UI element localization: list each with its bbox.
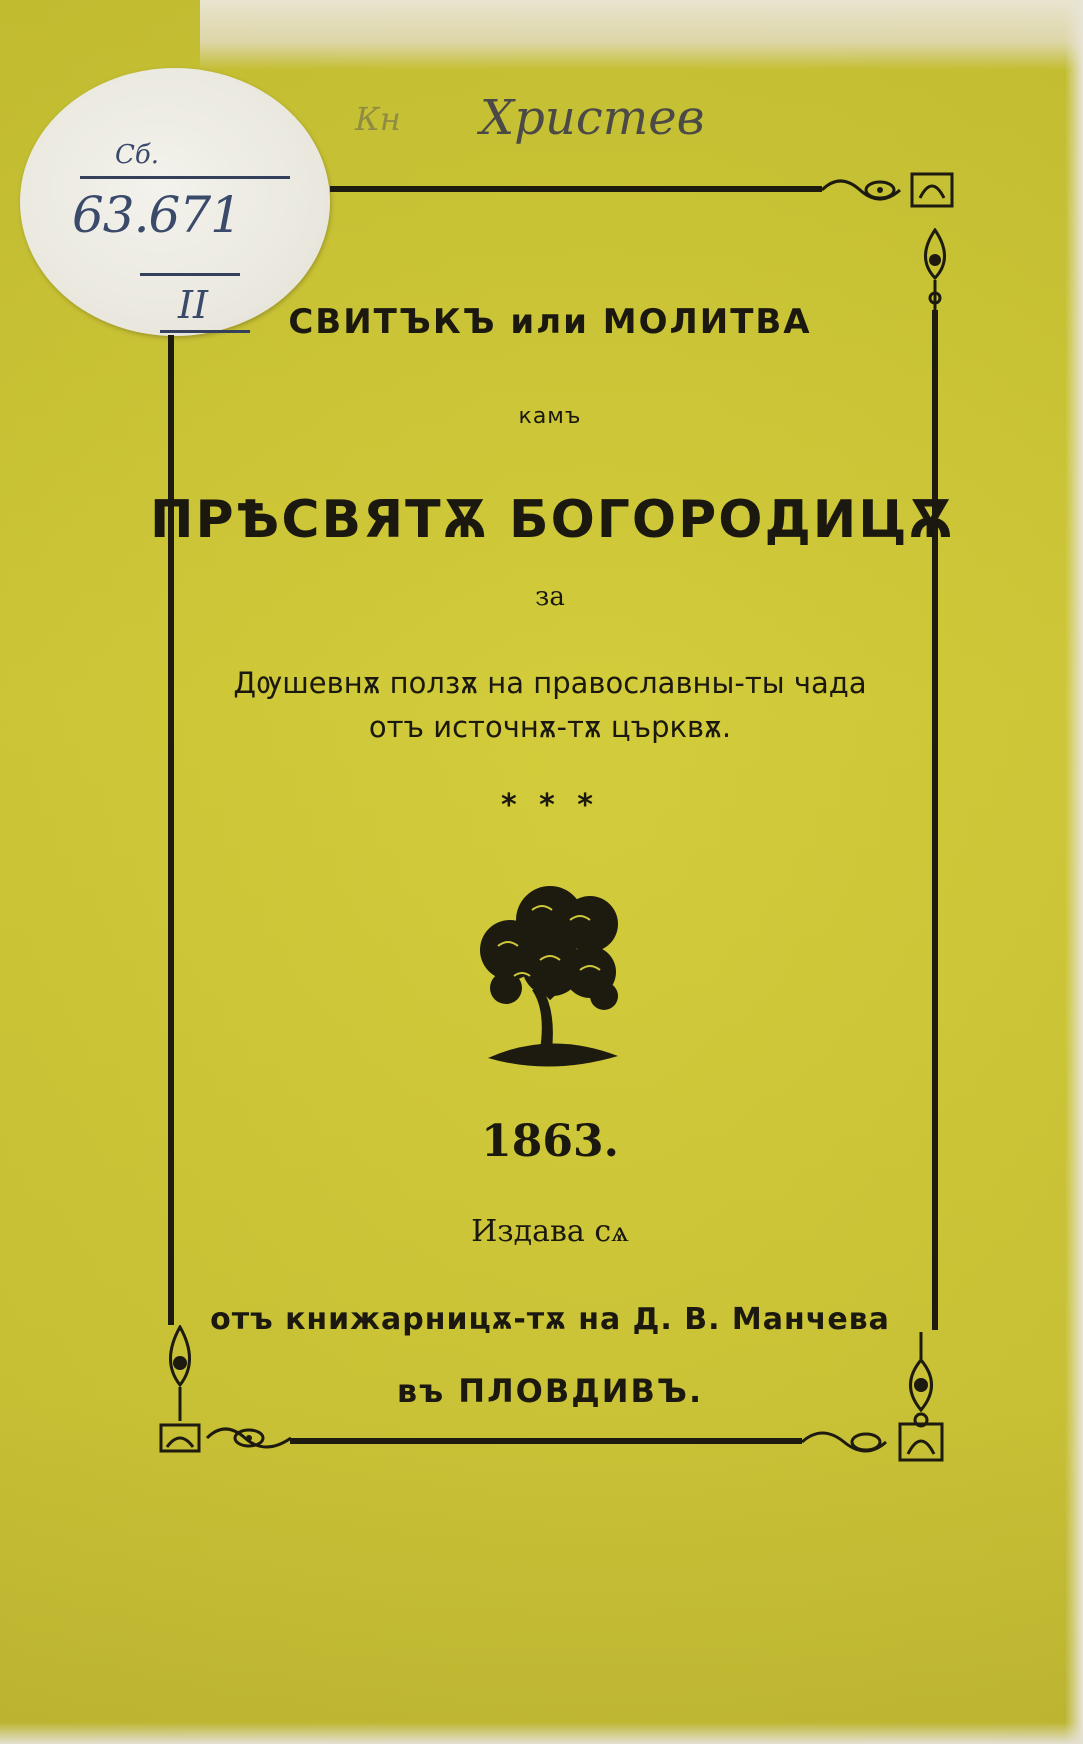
call-number: 63.671 bbox=[72, 186, 241, 244]
worn-top-edge bbox=[200, 0, 1083, 70]
publication-year: 1863. bbox=[481, 1116, 619, 1167]
ornament-top-right-icon bbox=[820, 168, 960, 212]
owner-signature: Христев bbox=[480, 90, 705, 146]
tree-vignette-icon bbox=[470, 880, 630, 1070]
label-rule-middle bbox=[140, 273, 240, 276]
subtitle-line-2: отъ источнѫ-тѫ църквѫ. bbox=[368, 710, 732, 744]
title-line-1: СВИТЪКЪ или МОЛИТВА bbox=[288, 302, 812, 342]
label-prefix: Сб. bbox=[115, 140, 160, 170]
ornament-bottom-left-icon bbox=[205, 1416, 295, 1460]
stars-divider: * * * bbox=[501, 788, 599, 823]
main-title: ПРѢСВЯТѪ БОГОРОДИЦѪ bbox=[150, 490, 955, 550]
frame-bottom-rule bbox=[290, 1438, 802, 1444]
city-line: въ ПЛОВДИВЪ. bbox=[396, 1372, 704, 1410]
title-line-2: камъ bbox=[518, 404, 582, 429]
faint-handwriting: Кн bbox=[355, 100, 401, 138]
title-line-4: за bbox=[535, 582, 565, 612]
frame-top-rule bbox=[330, 186, 822, 192]
frame-left-rule bbox=[168, 335, 174, 1325]
publisher-line: отъ книжарницѫ-тѫ на Д. В. Манчева bbox=[210, 1302, 890, 1337]
subtitle-line-1: Дѹшевнѫ ползѫ на православны-ты чада bbox=[233, 666, 867, 700]
published-line: Издава сѧ bbox=[471, 1214, 629, 1249]
volume-number: II bbox=[178, 283, 209, 327]
worn-bottom-edge bbox=[0, 1722, 1083, 1744]
label-rule-top bbox=[80, 176, 290, 179]
worn-right-edge bbox=[1065, 0, 1083, 1744]
ornament-bottom-right-icon bbox=[800, 1418, 950, 1468]
library-label bbox=[20, 68, 330, 336]
